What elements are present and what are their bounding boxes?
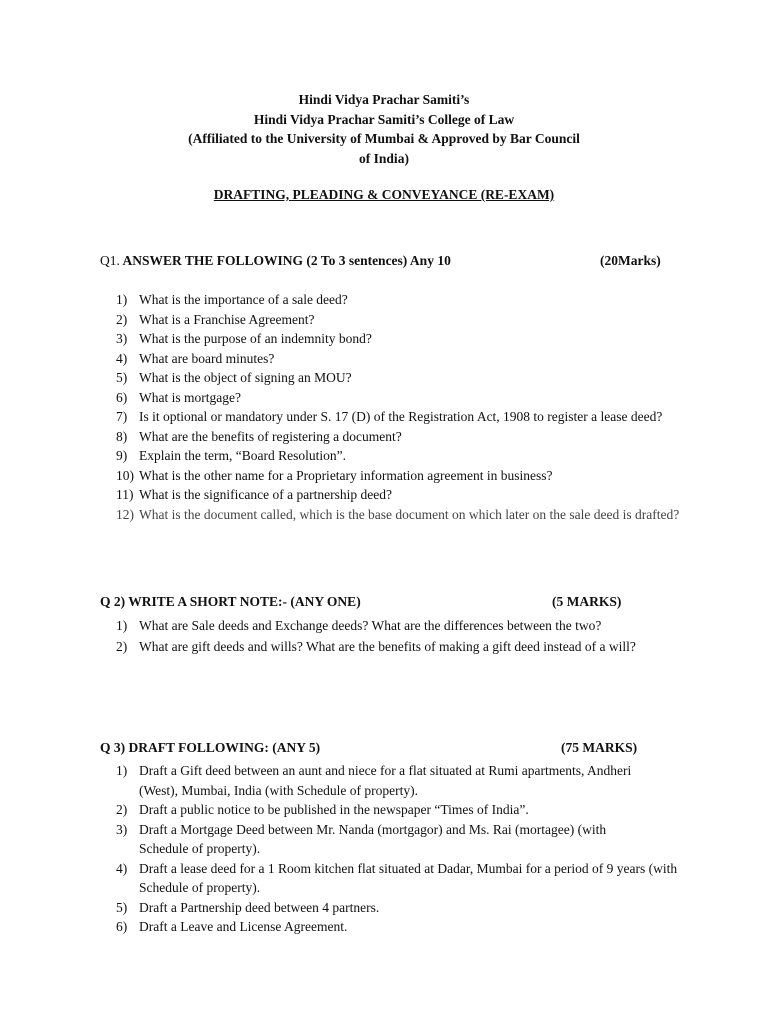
item-text: What are board minutes? bbox=[139, 350, 275, 366]
item-number: 4) bbox=[116, 350, 128, 366]
item-number: 1) bbox=[116, 763, 128, 778]
q3-title: Q 3) DRAFT FOLLOWING: (ANY 5) bbox=[100, 740, 321, 755]
list-item bbox=[100, 485, 680, 505]
list-item bbox=[100, 388, 680, 408]
item-text: Draft a public notice to be published in the newspaper “Times of India”. bbox=[139, 802, 529, 817]
item-text: Draft a Mortgage Deed between Mr. Nanda (mortgagor) and Ms. Rai (mortagee) (with Schedule of property). bbox=[139, 821, 607, 856]
item-text: What is a Franchise Agreement? bbox=[139, 311, 315, 327]
q2-heading bbox=[100, 594, 680, 610]
item-text: What is the purpose of an indemnity bond? bbox=[139, 331, 372, 346]
item-text: Draft a lease deed for a 1 Room kitchen flat situated at Dadar, Mumbai for a period of 9 years (with Schedule of property). bbox=[139, 860, 678, 895]
list-item bbox=[100, 917, 680, 937]
item-number: 11) bbox=[116, 487, 134, 502]
exam-title: DRAFTING, PLEADING & CONVEYANCE (RE-EXAM) bbox=[213, 187, 555, 202]
item-text: What is the document called, which is the base document on which later on the sale deed is drafted? bbox=[139, 506, 680, 522]
list-item bbox=[100, 636, 679, 657]
item-text: What is the object of signing an MOU? bbox=[139, 370, 352, 385]
list-item bbox=[100, 329, 680, 349]
list-item bbox=[100, 349, 680, 369]
list-item bbox=[100, 820, 649, 859]
item-number: 2) bbox=[116, 639, 128, 654]
list-item bbox=[100, 407, 669, 427]
item-text: Explain the term, “Board Resolution”. bbox=[139, 448, 346, 463]
q1-title: ANSWER THE FOLLOWING (2 To 3 sentences) Any 10 bbox=[122, 253, 451, 268]
list-item bbox=[100, 800, 680, 820]
list-item bbox=[100, 761, 659, 800]
item-text: What are gift deeds and wills? What are the benefits of making a gift deed instead of a will? bbox=[139, 639, 636, 654]
header-line-3: (Affiliated to the University of Mumbai & Approved by Bar Council bbox=[188, 131, 580, 146]
item-text: What is the significance of a partnership deed? bbox=[139, 487, 393, 502]
item-number: 1) bbox=[116, 292, 128, 307]
item-number: 1) bbox=[116, 618, 128, 633]
header-line-2: Hindi Vidya Prachar Samiti’s College of Law bbox=[253, 111, 515, 127]
item-number: 12) bbox=[116, 506, 134, 522]
q2-list bbox=[100, 615, 680, 657]
item-number: 10) bbox=[116, 467, 134, 483]
item-number: 8) bbox=[116, 428, 128, 444]
list-item bbox=[100, 615, 680, 636]
q2-marks: (5 MARKS) bbox=[552, 594, 622, 609]
item-number: 2) bbox=[116, 311, 128, 327]
item-number: 2) bbox=[116, 802, 128, 817]
item-number: 3) bbox=[116, 821, 128, 837]
list-item bbox=[100, 898, 680, 918]
list-item bbox=[100, 446, 680, 466]
item-text: What are the benefits of registering a document? bbox=[139, 428, 402, 444]
q2-title: Q 2) WRITE A SHORT NOTE:- (ANY ONE) bbox=[100, 594, 361, 609]
item-text: What is the importance of a sale deed? bbox=[139, 292, 348, 307]
list-item bbox=[100, 368, 680, 388]
item-text: Draft a Gift deed between an aunt and niece for a flat situated at Rumi apartments, Andheri (West), Mumbai, India (with Schedule of property). bbox=[139, 763, 632, 798]
item-number: 4) bbox=[116, 860, 128, 876]
q3-heading bbox=[100, 740, 680, 756]
item-number: 5) bbox=[116, 899, 128, 915]
header-line-4: of India) bbox=[359, 150, 409, 166]
q1-list bbox=[100, 290, 680, 524]
list-item bbox=[100, 859, 679, 898]
college-header bbox=[100, 90, 668, 168]
q3-marks: (75 MARKS) bbox=[561, 740, 638, 755]
item-number: 7) bbox=[116, 409, 128, 424]
list-item bbox=[100, 466, 680, 486]
item-text: Is it optional or mandatory under S. 17 (D) of the Registration Act, 1908 to register a lease deed? bbox=[139, 409, 663, 424]
q1-heading bbox=[100, 253, 680, 269]
item-number: 3) bbox=[116, 331, 128, 346]
item-text: What is mortgage? bbox=[139, 389, 241, 405]
item-number: 5) bbox=[116, 370, 128, 385]
item-number: 6) bbox=[116, 389, 128, 405]
list-item bbox=[100, 505, 699, 525]
q3-list bbox=[100, 761, 680, 937]
item-number: 6) bbox=[116, 919, 128, 934]
list-item bbox=[100, 310, 680, 330]
item-text: Draft a Leave and License Agreement. bbox=[139, 919, 348, 934]
header-line-1: Hindi Vidya Prachar Samiti’s bbox=[298, 92, 470, 107]
q1-number: Q1. bbox=[100, 253, 120, 268]
item-text: What are Sale deeds and Exchange deeds? What are the differences between the two? bbox=[139, 618, 602, 633]
q1-marks: (20Marks) bbox=[600, 253, 661, 268]
list-item bbox=[100, 290, 680, 310]
list-item bbox=[100, 427, 680, 447]
item-text: Draft a Partnership deed between 4 partners. bbox=[139, 899, 380, 915]
item-text: What is the other name for a Proprietary information agreement in business? bbox=[139, 467, 553, 483]
item-number: 9) bbox=[116, 448, 128, 463]
